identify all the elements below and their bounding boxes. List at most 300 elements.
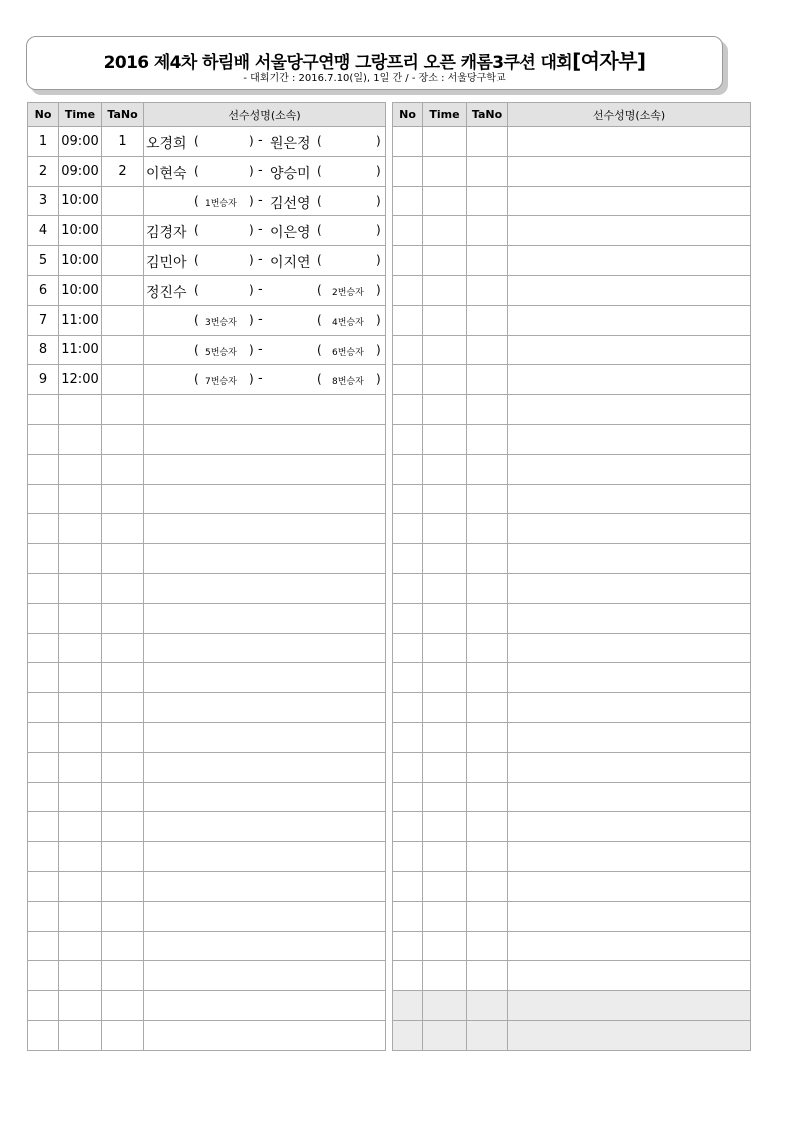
player-1-paren-close: ) — [249, 372, 254, 387]
table-row — [28, 186, 386, 216]
cell-time — [423, 544, 467, 574]
player-2-paren-close: ) — [376, 193, 381, 208]
header-row — [393, 103, 751, 127]
cell-time — [423, 514, 467, 544]
cell-time — [59, 931, 102, 961]
cell-no — [393, 454, 423, 484]
cell-time — [423, 365, 467, 395]
cell-time — [59, 752, 102, 782]
cell-tano — [467, 901, 508, 931]
cell-time — [423, 186, 467, 216]
table-row — [393, 931, 751, 961]
table-row — [28, 275, 386, 305]
cell-tano — [467, 1020, 508, 1050]
cell-no — [393, 752, 423, 782]
cell-time — [59, 901, 102, 931]
player-1-name: 김민아 — [146, 255, 187, 272]
table-row — [28, 216, 386, 246]
cell-no — [28, 931, 59, 961]
cell-no — [393, 365, 423, 395]
player-1-slot-label: 7번승자 — [205, 377, 237, 388]
table-row — [28, 305, 386, 335]
cell-tano — [102, 752, 144, 782]
cell-players — [508, 931, 751, 961]
table-row — [28, 961, 386, 991]
cell-time — [59, 395, 102, 425]
title-box — [26, 36, 723, 90]
table-row — [393, 1020, 751, 1050]
player-2-slot-label: 6번승자 — [332, 347, 364, 358]
cell-time — [423, 454, 467, 484]
cell-time — [423, 871, 467, 901]
cell-players — [508, 335, 751, 365]
player-2-paren-open: ( — [317, 372, 322, 387]
cell-tano — [102, 424, 144, 454]
cell-players — [144, 961, 386, 991]
cell-time — [423, 991, 467, 1021]
table-row — [28, 544, 386, 574]
cell-players — [508, 186, 751, 216]
table-row — [393, 514, 751, 544]
cell-players — [144, 871, 386, 901]
cell-players — [508, 752, 751, 782]
table-row — [393, 812, 751, 842]
table-row — [28, 573, 386, 603]
versus-dash: - — [258, 133, 263, 148]
cell-no — [28, 752, 59, 782]
cell-players — [144, 812, 386, 842]
table-row — [393, 871, 751, 901]
cell-players — [508, 633, 751, 663]
cell-no — [393, 1020, 423, 1050]
cell-players — [144, 991, 386, 1021]
cell-time — [59, 424, 102, 454]
cell-tano — [467, 454, 508, 484]
cell-time — [423, 663, 467, 693]
cell-players — [508, 1020, 751, 1050]
table-row — [393, 603, 751, 633]
cell-no — [393, 961, 423, 991]
player-1-name: 이현숙 — [146, 165, 187, 182]
cell-time — [59, 663, 102, 693]
table-row — [393, 454, 751, 484]
cell-no — [28, 484, 59, 514]
header-time: Time — [59, 103, 102, 127]
cell-no — [28, 663, 59, 693]
cell-no — [28, 633, 59, 663]
cell-players — [144, 216, 386, 246]
cell-no — [393, 842, 423, 872]
cell-no — [393, 127, 423, 157]
table-row — [28, 365, 386, 395]
cell-no — [393, 603, 423, 633]
table-row — [393, 186, 751, 216]
cell-no — [393, 305, 423, 335]
tournament-info: - 대회기간 : 2016.7.10(일), 1일 간 / - 장소 : 서울당구학교 — [243, 73, 506, 84]
cell-tano — [102, 365, 144, 395]
table-row — [28, 693, 386, 723]
cell-tano — [467, 127, 508, 157]
cell-no — [393, 246, 423, 276]
cell-time — [423, 633, 467, 663]
cell-players — [508, 365, 751, 395]
header-row — [28, 103, 386, 127]
right-table-body — [393, 127, 751, 1051]
cell-tano — [102, 514, 144, 544]
cell-time — [423, 782, 467, 812]
cell-time — [423, 931, 467, 961]
cell-tano — [467, 514, 508, 544]
player-1-paren-open: ( — [194, 193, 199, 208]
table-row — [393, 484, 751, 514]
cell-time — [423, 752, 467, 782]
cell-no — [393, 424, 423, 454]
cell-tano — [467, 395, 508, 425]
cell-tano — [102, 693, 144, 723]
cell-time: 11:00 — [59, 305, 102, 335]
table-row — [28, 156, 386, 186]
cell-no — [393, 544, 423, 574]
cell-tano — [102, 663, 144, 693]
cell-players — [144, 305, 386, 335]
title-text: 2016 제4차 하림배 서울당구연맹 그랑프리 오픈 캐롬3쿠션 대회 — [103, 53, 573, 73]
cell-tano — [467, 216, 508, 246]
cell-time — [59, 603, 102, 633]
cell-no — [393, 782, 423, 812]
table-row — [28, 782, 386, 812]
cell-tano — [102, 782, 144, 812]
cell-players — [144, 395, 386, 425]
table-row — [28, 484, 386, 514]
table-row — [393, 693, 751, 723]
cell-tano — [102, 246, 144, 276]
cell-time — [59, 991, 102, 1021]
cell-players — [508, 663, 751, 693]
cell-tano: 1 — [102, 127, 144, 157]
versus-dash: - — [258, 341, 263, 357]
cell-time — [59, 484, 102, 514]
cell-players — [508, 514, 751, 544]
player-1-paren-close: ) — [249, 193, 254, 208]
cell-tano — [102, 484, 144, 514]
cell-no — [28, 424, 59, 454]
cell-tano — [467, 305, 508, 335]
cell-no — [28, 395, 59, 425]
cell-time — [59, 842, 102, 872]
cell-no — [393, 991, 423, 1021]
cell-tano — [467, 991, 508, 1021]
cell-players — [144, 752, 386, 782]
table-row — [393, 544, 751, 574]
cell-players — [144, 663, 386, 693]
cell-players — [508, 693, 751, 723]
player-1-paren-open: ( — [194, 342, 199, 357]
cell-time — [423, 961, 467, 991]
player-1-paren-close: ) — [249, 312, 254, 327]
cell-time — [59, 812, 102, 842]
cell-players — [144, 127, 386, 157]
cell-no — [28, 603, 59, 633]
cell-no — [28, 1020, 59, 1050]
header-tano: TaNo — [102, 103, 144, 127]
cell-time — [59, 514, 102, 544]
cell-tano — [467, 186, 508, 216]
cell-players — [144, 573, 386, 603]
header-time: Time — [423, 103, 467, 127]
cell-tano — [102, 573, 144, 603]
player-2-paren-close: ) — [376, 253, 381, 268]
cell-players — [508, 424, 751, 454]
cell-time — [423, 842, 467, 872]
table-row — [393, 156, 751, 186]
player-2-paren-open: ( — [317, 223, 322, 238]
cell-time: 10:00 — [59, 246, 102, 276]
table-row — [28, 931, 386, 961]
cell-no: 1 — [28, 127, 59, 157]
table-row — [393, 305, 751, 335]
table-row — [28, 752, 386, 782]
cell-tano — [467, 156, 508, 186]
cell-players — [508, 156, 751, 186]
cell-players — [508, 544, 751, 574]
player-1-name: 오경희 — [146, 136, 187, 152]
cell-no: 5 — [28, 246, 59, 276]
table-row — [393, 275, 751, 305]
player-2-paren-open: ( — [317, 342, 322, 357]
cell-time — [423, 812, 467, 842]
cell-no — [28, 812, 59, 842]
cell-players — [508, 127, 751, 157]
player-2-name: 원은정 — [270, 136, 311, 152]
table-row — [393, 573, 751, 603]
right-match-table — [392, 102, 751, 1051]
cell-time — [59, 1020, 102, 1050]
player-2-paren-close: ) — [376, 282, 381, 297]
header-players: 선수성명(소속) — [144, 103, 386, 127]
cell-tano — [467, 573, 508, 603]
player-1-name: 김경자 — [146, 225, 187, 242]
cell-players — [508, 305, 751, 335]
cell-no — [28, 573, 59, 603]
versus-dash: - — [258, 281, 263, 297]
cell-no — [393, 722, 423, 752]
cell-tano — [467, 842, 508, 872]
cell-no: 7 — [28, 305, 59, 335]
table-row — [28, 246, 386, 276]
table-row — [28, 871, 386, 901]
cell-players — [508, 901, 751, 931]
versus-dash: - — [258, 162, 263, 178]
cell-no: 4 — [28, 216, 59, 246]
header-no: No — [393, 103, 423, 127]
cell-tano — [467, 871, 508, 901]
cell-time — [59, 782, 102, 812]
table-row — [28, 663, 386, 693]
cell-players — [144, 156, 386, 186]
cell-time: 10:00 — [59, 275, 102, 305]
table-row — [28, 842, 386, 872]
cell-tano — [467, 931, 508, 961]
cell-tano — [102, 842, 144, 872]
player-1-paren-open: ( — [194, 163, 199, 178]
table-row — [393, 395, 751, 425]
cell-players — [144, 693, 386, 723]
cell-time: 09:00 — [59, 156, 102, 186]
player-1-paren-open: ( — [194, 282, 199, 297]
player-2-slot-label: 8번승자 — [332, 377, 364, 388]
player-2-paren-open: ( — [317, 282, 322, 297]
left-table-body — [28, 127, 386, 1051]
cell-time — [423, 484, 467, 514]
cell-time — [423, 305, 467, 335]
cell-no: 8 — [28, 335, 59, 365]
cell-time — [423, 722, 467, 752]
cell-players — [144, 246, 386, 276]
cell-no — [393, 395, 423, 425]
versus-dash: - — [258, 311, 263, 327]
player-1-paren-close: ) — [249, 253, 254, 268]
cell-players — [144, 514, 386, 544]
cell-no — [393, 335, 423, 365]
cell-players — [508, 216, 751, 246]
cell-no — [28, 782, 59, 812]
table-row — [28, 991, 386, 1021]
player-1-paren-close: ) — [249, 342, 254, 357]
cell-tano — [102, 335, 144, 365]
table-row — [28, 1020, 386, 1050]
cell-players — [508, 454, 751, 484]
cell-players — [508, 991, 751, 1021]
cell-no — [393, 275, 423, 305]
cell-time — [423, 693, 467, 723]
cell-players — [144, 484, 386, 514]
player-2-paren-open: ( — [317, 253, 322, 268]
cell-time: 09:00 — [59, 127, 102, 157]
cell-time: 11:00 — [59, 335, 102, 365]
cell-no — [393, 514, 423, 544]
player-2-paren-close: ) — [376, 163, 381, 178]
cell-no — [393, 216, 423, 246]
cell-players — [144, 424, 386, 454]
player-2-name: 김선영 — [270, 195, 311, 212]
cell-tano — [102, 186, 144, 216]
cell-no — [393, 633, 423, 663]
cell-no — [28, 454, 59, 484]
player-2-paren-open: ( — [317, 163, 322, 178]
cell-players — [144, 722, 386, 752]
cell-tano — [102, 544, 144, 574]
player-2-paren-close: ) — [376, 134, 381, 148]
cell-tano — [102, 395, 144, 425]
cell-players — [144, 842, 386, 872]
table-row — [28, 603, 386, 633]
table-row — [393, 752, 751, 782]
player-2-paren-close: ) — [376, 223, 381, 238]
player-2-paren-close: ) — [376, 342, 381, 357]
table-row — [393, 246, 751, 276]
player-2-name: 이지연 — [270, 255, 311, 272]
cell-players — [144, 901, 386, 931]
cell-time — [423, 156, 467, 186]
cell-no — [28, 514, 59, 544]
player-2-slot-label: 4번승자 — [332, 317, 364, 328]
cell-time — [423, 246, 467, 276]
cell-players — [508, 573, 751, 603]
cell-tano — [467, 663, 508, 693]
table-row — [393, 335, 751, 365]
cell-tano — [467, 246, 508, 276]
cell-players — [144, 365, 386, 395]
cell-tano — [102, 901, 144, 931]
player-2-paren-open: ( — [317, 134, 322, 148]
header-players: 선수성명(소속) — [508, 103, 751, 127]
table-row — [393, 991, 751, 1021]
cell-no — [393, 156, 423, 186]
cell-tano — [467, 335, 508, 365]
table-row — [393, 782, 751, 812]
table-row — [28, 127, 386, 157]
cell-tano — [467, 961, 508, 991]
player-1-slot-label: 1번승자 — [205, 198, 237, 209]
cell-no — [28, 544, 59, 574]
table-row — [393, 365, 751, 395]
cell-tano — [467, 782, 508, 812]
cell-no — [28, 722, 59, 752]
header-no: No — [28, 103, 59, 127]
cell-no — [28, 961, 59, 991]
cell-no — [28, 901, 59, 931]
cell-tano — [102, 305, 144, 335]
cell-tano — [102, 1020, 144, 1050]
cell-no — [393, 693, 423, 723]
table-row — [28, 633, 386, 663]
cell-no — [393, 484, 423, 514]
cell-tano — [467, 424, 508, 454]
cell-players — [144, 782, 386, 812]
cell-players — [508, 722, 751, 752]
table-row — [393, 663, 751, 693]
table-row — [28, 514, 386, 544]
cell-players — [508, 812, 751, 842]
player-2-name: 이은영 — [270, 225, 311, 242]
cell-time: 10:00 — [59, 216, 102, 246]
cell-players — [508, 782, 751, 812]
table-row — [393, 127, 751, 157]
cell-time — [423, 335, 467, 365]
cell-players — [508, 961, 751, 991]
cell-players — [144, 1020, 386, 1050]
table-row — [393, 961, 751, 991]
table-row — [28, 424, 386, 454]
cell-time — [59, 544, 102, 574]
cell-no — [393, 871, 423, 901]
cell-tano — [102, 931, 144, 961]
player-1-name: 정진수 — [146, 284, 187, 301]
table-row — [28, 454, 386, 484]
cell-tano — [467, 722, 508, 752]
player-1-paren-open: ( — [194, 223, 199, 238]
player-2-paren-open: ( — [317, 312, 322, 327]
cell-no — [393, 931, 423, 961]
cell-tano — [102, 454, 144, 484]
cell-players — [508, 871, 751, 901]
cell-players — [508, 246, 751, 276]
table-row — [28, 395, 386, 425]
table-row — [28, 722, 386, 752]
left-match-table — [27, 102, 386, 1051]
cell-time — [423, 1020, 467, 1050]
cell-tano — [102, 812, 144, 842]
